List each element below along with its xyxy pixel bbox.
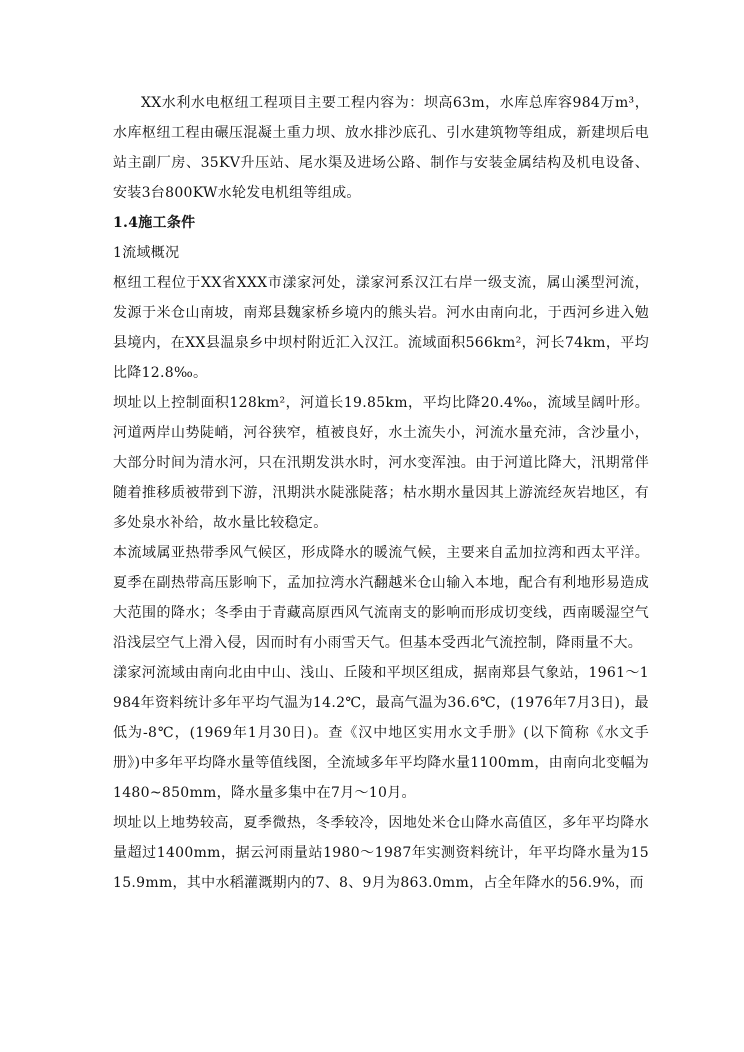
climate-paragraph: 本流域属亚热带季风气候区，形成降水的暖流气候，主要来自孟加拉湾和西太平洋。夏季在副热带高压影响下，孟加拉湾水汽翻越米仓山输入本地，配合有利地形易造成大范围的降水；冬季由于青藏高原西风气流南支的影响而形成切变线，西南暖湿空气沿浅层空气上滑入侵，因而时有小雨雪天气。但基本受西北气流控制，降雨量不大。 bbox=[113, 545, 649, 651]
precipitation-paragraph: 坝址以上地势较高，夏季微热，冬季较冷，因地处米仓山降水高值区，多年平均降水量超过1400mm，据云河雨量站1980～1987年实测资料统计，年平均降水量为1515.9mm，其中水稻灌溉期内的7、8、9月为863.0mm，占全年降水的56.9%，而 bbox=[113, 815, 649, 891]
location-paragraph: 枢纽工程位于XX省XXX市漾家河处，漾家河系汉江右岸一级支流，属山溪型河流，发源于米仓山南坡，南郑县魏家桥乡境内的熊头岩。河水由南向北，于西河乡进入勉县境内，在XX县温泉乡中坝村附近汇入汉江。流域面积566km²，河长74km，平均比降12.8‰。 bbox=[113, 275, 649, 381]
temperature-paragraph: 漾家河流域由南向北由中山、浅山、丘陵和平坝区组成，据南郑县气象站，1961～1984年资料统计多年平均气温为14.2℃，最高气温为36.6℃，(1976年7月3日)，最低为-8℃，(1969年1月30日)。查《汉中地区实用水文手册》(以下简称《水文手册》)中多年平均降水量等值线图，全流域多年平均降水量1100mm，由南向北变幅为1480~850mm，降水量多集中在7月～10月。 bbox=[113, 665, 649, 801]
intro-paragraph: XX水利水电枢纽工程项目主要工程内容为：坝高63m，水库总库容984万m³，水库枢纽工程由碾压混凝土重力坝、放水排沙底孔、引水建筑物等组成，新建坝后电站主副厂房、35KV升压站、尾水渠及进场公路、制作与安装金属结构及机电设备、安装3台800KW水轮发电机组等组成。 bbox=[113, 95, 649, 201]
section-heading: 1.4施工条件 bbox=[113, 215, 196, 231]
subsection-heading: 1流域概况 bbox=[113, 245, 180, 261]
document-body bbox=[113, 88, 649, 898]
dam-site-paragraph: 坝址以上控制面积128km²，河道长19.85km，平均比降20.4‰，流域呈阔叶形。河道两岸山势陡峭，河谷狭窄，植被良好，水土流失小，河流水量充沛，含沙量小，大部分时间为清水河，只在汛期发洪水时，河水变浑浊。由于河道比降大，汛期常伴随着推移质被带到下游，汛期洪水陡涨陡落；枯水期水量因其上游流经灰岩地区，有多处泉水补给，故水量比较稳定。 bbox=[113, 395, 649, 531]
